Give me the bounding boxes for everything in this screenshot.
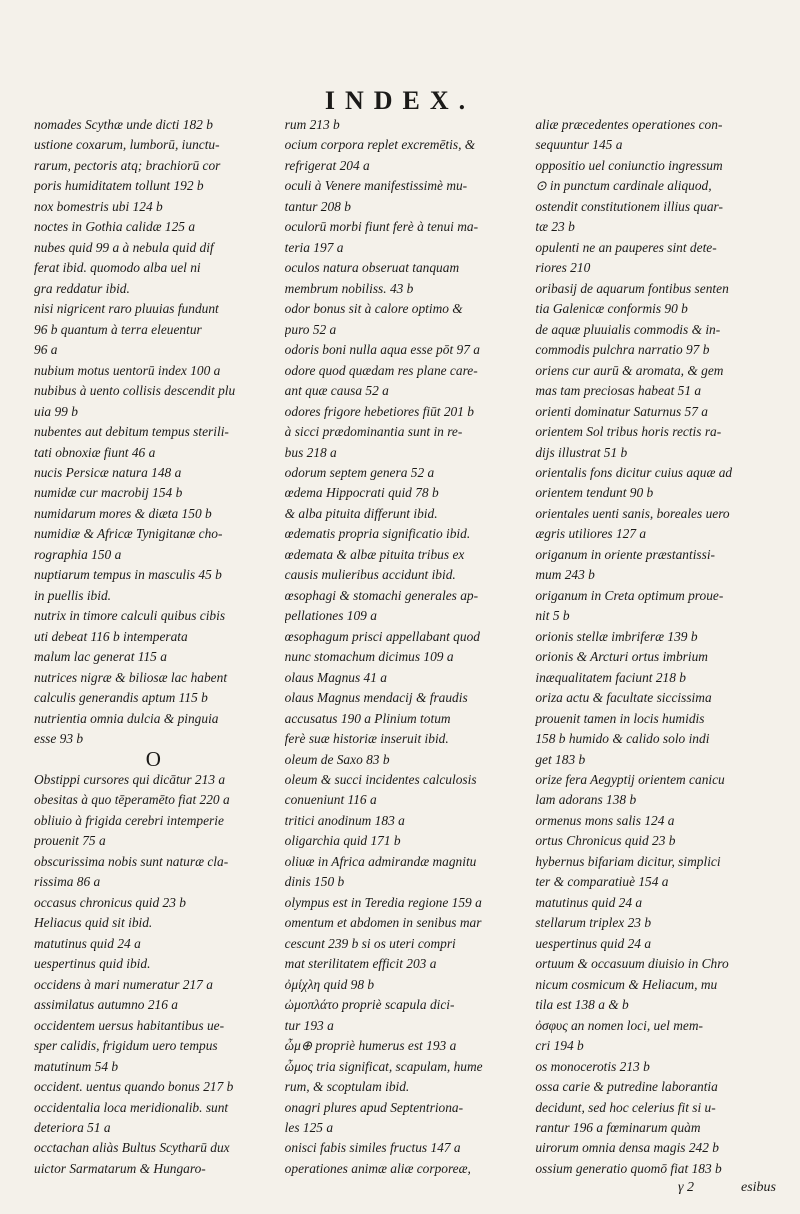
index-entry-line: ὀσφυς an nomen loci, uel mem-: [535, 1017, 703, 1033]
index-entry-line: odorum septem genera 52 a: [284, 464, 435, 480]
index-entry-line: onisci fabis similes fructus 147 a: [284, 1140, 461, 1156]
index-entry-line: rantur 196 a fœminarum quàm: [535, 1119, 701, 1135]
index-entry-line: matutinus quid 24 a: [34, 935, 141, 951]
index-entry-line: deteriora 51 a: [34, 1119, 111, 1135]
index-entry-line: les 125 a: [284, 1119, 334, 1135]
index-entry-line: 158 b humido & calido solo indi: [535, 731, 710, 747]
index-entry-line: tritici anodinum 183 a: [284, 812, 405, 828]
index-entry-line: accusatus 190 a Plinium totum: [284, 710, 451, 726]
index-entry-line: commodis pulchra narratio 97 b: [535, 342, 710, 358]
index-entry-line: de aquæ pluuialis commodis & in-: [535, 321, 721, 337]
index-entry-line: à sicci prædominantia sunt in re-: [284, 424, 463, 440]
index-entry-line: uespertinus quid ibid.: [34, 956, 151, 972]
index-entry-line: ὦμ⊕ propriè humerus est 193 a: [284, 1038, 457, 1054]
index-entry-line: nunc stomachum dicimus 109 a: [284, 649, 454, 665]
index-entry-line: rographia 150 a: [34, 546, 122, 562]
index-entry-line: malum lac generat 115 a: [34, 649, 167, 665]
index-entry-line: oriens cur aurū & aromata, & gem: [535, 362, 724, 378]
index-entry-line: dinis 150 b: [284, 874, 345, 890]
index-entry-line: olaus Magnus 41 a: [284, 669, 387, 685]
index-entry-line: occidens à mari numeratur 217 a: [34, 976, 213, 992]
index-entry-line: os monocerotis 213 b: [535, 1058, 650, 1074]
index-entry-line: prouenit 75 a: [34, 833, 106, 849]
index-entry-line: oculos natura obseruat tanquam: [284, 260, 460, 276]
index-entry-line: odores frigore hebetiores fiūt 201 b: [284, 403, 474, 419]
index-entry-line: puro 52 a: [284, 321, 337, 337]
index-entry-line: get 183 b: [535, 751, 586, 767]
index-entry-line: origanum in Creta optimum proue-: [535, 587, 724, 603]
index-entry-line: odore quod quædam res plane care-: [284, 362, 478, 378]
index-entry-line: oliuæ in Africa admirandæ magnitu: [284, 853, 477, 869]
page-footer: [678, 1180, 776, 1196]
index-entry-line: conueniunt 116 a: [284, 792, 377, 808]
index-entry-line: pellationes 109 a: [284, 608, 377, 624]
index-entry-line: tati obnoxiæ fiunt 46 a: [34, 444, 156, 460]
index-entry-line: occtachan aliàs Bultus Scytharū dux: [34, 1140, 230, 1156]
index-entry-line: riores 210: [535, 260, 591, 276]
index-entry-line: nit 5 b: [535, 608, 570, 624]
index-entry-line: œdemata & albæ pituita tribus ex: [284, 546, 465, 562]
index-entry-line: mum 243 b: [535, 567, 595, 583]
index-entry-line: teria 197 a: [284, 239, 344, 255]
index-entry-line: assimilatus autumno 216 a: [34, 997, 178, 1013]
index-columns: [34, 114, 774, 1178]
index-entry-line: orientalis fons dicitur cuius aquæ ad: [535, 464, 733, 480]
index-entry-line: stellarum triplex 23 b: [535, 915, 652, 931]
section-letter-heading: O: [145, 748, 161, 769]
index-entry-line: mat sterilitatem efficit 203 a: [284, 956, 437, 972]
index-entry-line: Obstippi cursores qui dicātur 213 a: [34, 772, 226, 787]
index-entry-line: œsophagi & stomachi generales ap-: [284, 587, 479, 603]
index-entry-line: sequuntur 145 a: [535, 137, 623, 153]
index-entry-line: & alba pituita differunt ibid.: [284, 505, 438, 521]
index-entry-line: nuptiarum tempus in masculis 45 b: [34, 567, 222, 583]
index-entry-line: nubium motus uentorū index 100 a: [34, 362, 221, 378]
index-entry-line: ossa carie & putredine laborantia: [535, 1079, 718, 1095]
index-entry-line: ὦμος tria significat, scapulam, hume: [284, 1058, 483, 1074]
index-entry-line: lam adorans 138 b: [535, 792, 637, 808]
index-entry-line: tantur 208 b: [284, 198, 351, 214]
index-entry-line: refrigerat 204 a: [284, 157, 370, 173]
index-entry-line: poris humiditatem tollunt 192 b: [34, 178, 204, 194]
index-entry-line: orientem Sol tribus horis rectis ra-: [535, 424, 722, 440]
signature-mark: γ 2: [677, 1180, 694, 1195]
index-entry-line: orientales uenti sanis, boreales uero: [535, 505, 730, 521]
index-entry-line: œdema Hippocrati quid 78 b: [284, 485, 439, 501]
index-entry-line: 96 a: [34, 342, 58, 358]
index-entry-line: oculorū morbi fiunt ferè à tenui ma-: [284, 219, 479, 235]
index-entry-line: uictor Sarmatarum & Hungaro-: [34, 1160, 206, 1176]
index-entry-line: nutrices nigræ & biliosæ lac habent: [34, 669, 228, 685]
index-entry-line: nucis Persicæ natura 148 a: [34, 464, 182, 480]
index-entry-line: œsophagum prisci appellabant quod: [284, 628, 480, 644]
index-entry-line: orienti dominatur Saturnus 57 a: [535, 403, 708, 419]
index-entry-line: oriza actu & facultate siccissima: [535, 690, 712, 706]
index-entry-line: uti debeat 116 b intemperata: [34, 628, 188, 644]
index-entry-line: sper calidis, frigidum uero tempus: [34, 1038, 218, 1054]
index-entry-line: rum 213 b: [284, 117, 340, 132]
index-entry-line: matutinum 54 b: [34, 1058, 119, 1074]
index-entry-line: uespertinus quid 24 a: [535, 935, 652, 951]
index-entry-line: prouenit tamen in locis humidis: [535, 710, 705, 726]
index-entry-line: membrum nobiliss. 43 b: [284, 280, 414, 296]
index-entry-line: ὠμοπλάτο propriè scapula dici-: [284, 997, 455, 1013]
index-entry-line: mas tam preciosas habeat 51 a: [535, 383, 702, 399]
index-entry-line: oleum de Saxo 83 b: [284, 751, 390, 767]
index-entry-line: noctes in Gothia calidæ 125 a: [34, 219, 196, 235]
index-entry-line: ostendit constitutionem illius quar-: [535, 198, 723, 214]
index-entry-line: occasus chronicus quid 23 b: [34, 894, 186, 910]
index-entry-line: ortuum & occasuum diuisio in Chro: [535, 956, 729, 972]
index-entry-line: dijs illustrat 51 b: [535, 444, 628, 460]
index-column-middle: [285, 114, 524, 1178]
index-entry-line: occidentalia loca meridionalib. sunt: [34, 1099, 229, 1115]
index-entry-line: orionis & Arcturi ortus imbrium: [535, 649, 708, 665]
index-entry-line: odoris boni nulla aqua esse pōt 97 a: [284, 342, 480, 358]
index-entry-line: nubibus à uento collisis descendit plu: [34, 383, 236, 399]
index-entry-line: ormenus mons salis 124 a: [535, 812, 675, 828]
index-entry-line: onagri plures apud Septentriona-: [284, 1099, 464, 1115]
index-entry-line: opulenti ne an pauperes sint dete-: [535, 239, 717, 255]
index-entry-line: numidarum mores & diæta 150 b: [34, 505, 212, 521]
index-entry-line: nutrientia omnia dulcia & pinguia: [34, 710, 219, 726]
index-entry-line: nubentes aut debitum tempus sterili-: [34, 424, 229, 440]
index-entry-line: nox bomestris ubi 124 b: [34, 198, 163, 214]
index-entry-line: oleum & succi incidentes calculosis: [284, 772, 477, 787]
index-entry-line: cri 194 b: [535, 1038, 584, 1054]
index-entry-line: ortus Chronicus quid 23 b: [535, 833, 676, 849]
index-entry-line: nicum cosmicum & Heliacum, mu: [535, 976, 718, 992]
index-entry-line: ant quæ causa 52 a: [284, 383, 389, 399]
index-column-right: [535, 114, 774, 1178]
index-entry-line: rarum, pectoris atq; brachiorū cor: [34, 157, 221, 173]
index-entry-line: tæ 23 b: [535, 219, 575, 235]
index-entry-line: Heliacus quid sit ibid.: [34, 915, 153, 931]
index-entry-line: ocium corpora replet excremētis, &: [284, 137, 476, 153]
index-entry-line: gra reddatur ibid.: [34, 280, 130, 296]
index-entry-line: occidentem uersus habitantibus ue-: [34, 1017, 225, 1033]
index-entry-line: rissima 86 a: [34, 874, 101, 890]
index-entry-line: nisi nigricent raro pluuias fundunt: [34, 301, 219, 317]
index-entry-line: aliæ præcedentes operationes con-: [535, 117, 723, 132]
index-entry-line: odor bonus sit à calore optimo &: [284, 301, 463, 317]
index-entry-line: nutrix in timore calculi quibus cibis: [34, 608, 226, 624]
index-entry-line: causis mulieribus accidunt ibid.: [284, 567, 456, 583]
index-entry-line: rum, & scoptulam ibid.: [284, 1079, 410, 1095]
page-title: INDEX.: [324, 86, 476, 115]
index-entry-line: ὀμίχλη quid 98 b: [284, 976, 375, 992]
index-entry-line: œdematis propria significatio ibid.: [284, 526, 471, 542]
index-entry-line: numidiæ & Africæ Tynigitanæ cho-: [34, 526, 223, 542]
index-entry-line: calculis generandis aptum 115 b: [34, 690, 208, 706]
index-entry-line: obscurissima nobis sunt naturæ cla-: [34, 853, 229, 869]
index-entry-line: tila est 138 a & b: [535, 997, 629, 1013]
index-entry-line: origanum in oriente præstantissi-: [535, 546, 716, 562]
index-entry-line: inæqualitatem faciunt 218 b: [535, 669, 686, 685]
index-entry-line: numidæ cur macrobij 154 b: [34, 485, 183, 501]
index-entry-line: oribasij de aquarum fontibus senten: [535, 280, 729, 296]
index-entry-line: matutinus quid 24 a: [535, 894, 643, 910]
index-entry-line: ægris utiliores 127 a: [535, 526, 647, 542]
catchword: esibus: [741, 1180, 776, 1195]
index-entry-line: 96 b quantum à terra eleuentur: [34, 321, 202, 337]
index-entry-line: operationes animæ aliæ corporeæ,: [284, 1160, 471, 1176]
index-entry-line: ⊙ in punctum cardinale aliquod,: [535, 178, 712, 194]
index-entry-line: occident. uentus quando bonus 217 b: [34, 1079, 234, 1095]
index-entry-line: obliuio à frigida cerebri intemperie: [34, 812, 224, 828]
index-entry-line: ferat ibid. quomodo alba uel ni: [34, 260, 201, 276]
index-entry-line: uirorum omnia densa magis 242 b: [535, 1140, 719, 1156]
index-entry-line: uia 99 b: [34, 403, 78, 419]
index-entry-line: hybernus bifariam dicitur, simplici: [535, 853, 721, 869]
index-entry-line: ustione coxarum, lumborū, iunctu-: [34, 137, 220, 153]
index-entry-line: ter & comparatiuè 154 a: [535, 874, 669, 890]
index-entry-line: nomades Scythæ unde dicti 182 b: [34, 117, 213, 132]
index-entry-line: oppositio uel coniunctio ingressum: [535, 157, 723, 173]
index-entry-line: orize fera Aegyptij orientem canicu: [535, 772, 725, 787]
index-entry-line: oculi à Venere manifestissimè mu-: [284, 178, 468, 194]
index-entry-line: ossium generatio quomō fiat 183 b: [535, 1160, 722, 1176]
index-entry-line: nubes quid 99 a à nebula quid dif: [34, 239, 214, 255]
index-entry-line: decidunt, sed hoc celerius fit si u-: [535, 1099, 716, 1115]
index-entry-line: oligarchia quid 171 b: [284, 833, 401, 849]
index-entry-line: tia Galenicæ conformis 90 b: [535, 301, 688, 317]
index-entry-line: ferè suæ historiæ inseruit ibid.: [284, 731, 449, 747]
index-entry-line: in puellis ibid.: [34, 587, 111, 603]
index-entry-line: orientem tendunt 90 b: [535, 485, 654, 501]
index-entry-line: tur 193 a: [284, 1017, 334, 1033]
index-entry-line: esse 93 b: [34, 731, 84, 747]
index-entry-line: olympus est in Teredia regione 159 a: [284, 894, 482, 910]
index-entry-line: bus 218 a: [284, 444, 337, 460]
index-entry-line: obesitas à quo tēperamēto fiat 220 a: [34, 792, 230, 808]
index-entry-line: omentum et abdomen in senibus mar: [284, 915, 482, 931]
index-entry-line: orionis stellæ imbriferæ 139 b: [535, 628, 698, 644]
index-column-left: [34, 114, 273, 1178]
index-entry-line: cescunt 239 b si os uteri compri: [284, 935, 456, 951]
index-entry-line: olaus Magnus mendacij & fraudis: [284, 690, 468, 706]
